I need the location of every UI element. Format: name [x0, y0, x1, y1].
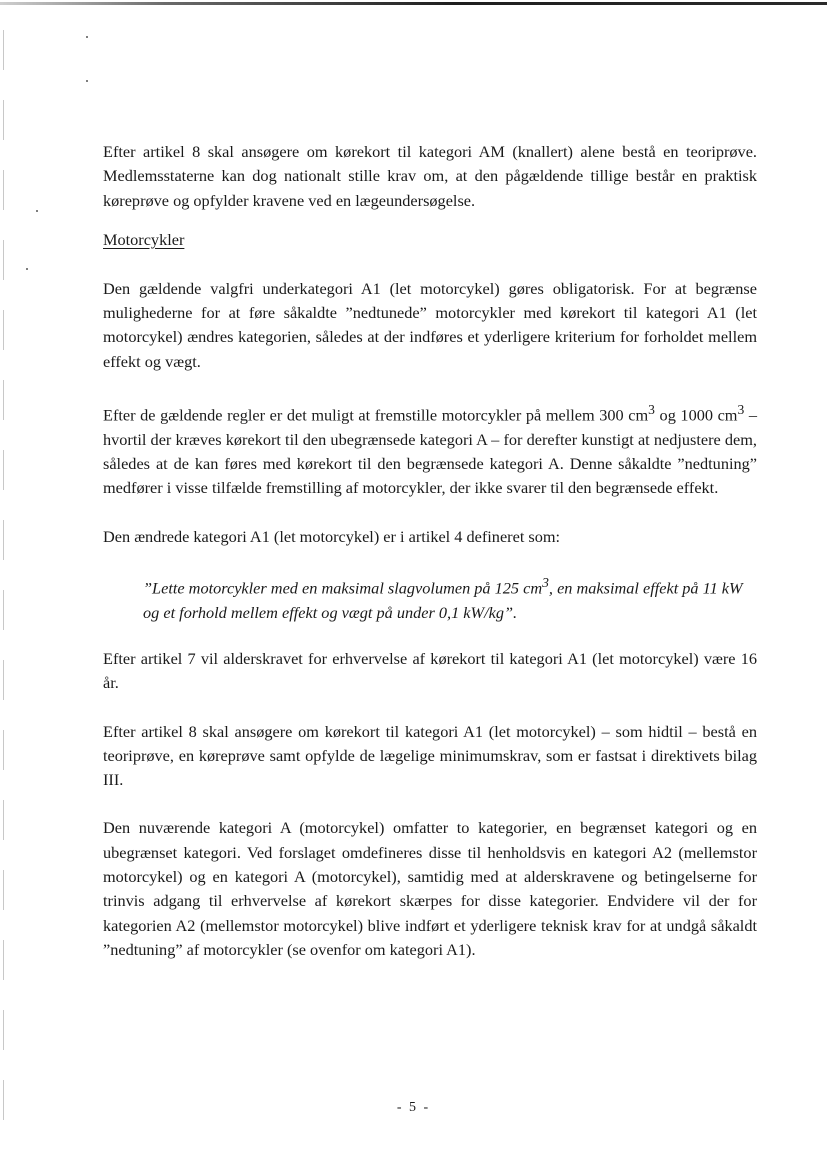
paragraph-a1-definition-intro: Den ændrede kategori A1 (let motorcykel) er i artikel 4 defineret som:	[103, 526, 561, 546]
scan-speck	[86, 36, 88, 38]
document-body	[103, 140, 757, 962]
text-segment: og 1000 cm	[654, 405, 738, 425]
superscript: 3	[648, 402, 655, 418]
section-heading-motorcycles: Motorcykler	[103, 229, 185, 249]
definition-quote	[143, 571, 757, 625]
page-number: - 5 -	[396, 1100, 431, 1115]
paragraph-a1-obligatory: Den gældende valgfri underkategori A1 (let motorcykel) gøres obligatorisk. For at begrænse mulighederne for at føre såkaldte ”nedtunede” motorcykler med kørekort til kategori A1 (let motorcykel) ændres kategorien, således at der indføres et yderligere kriterium for forholdet mellem effekt og vægt.	[103, 278, 757, 371]
scan-top-rule	[0, 2, 827, 5]
quote-segment: , en maksimal effekt på 11 kW og et forhold mellem effekt og vægt på under 0,1 kW/kg”.	[143, 578, 743, 622]
text-segment: – hvortil der kræves kørekort til den ubegrænsede kategori A – for derefter kunstigt at nedjustere dem, således at de kan føres med kørekort til den begrænsede kategori A. Denne såkaldte ”nedtuning” medfører i visse tilfælde fremstilling af motorcykler, der ikke svarer til den begrænsede effekt.	[103, 405, 757, 498]
scan-speck	[36, 210, 38, 212]
paragraph-category-a-redefinition: Den nuværende kategori A (motorcykel) omfatter to kategorier, en begrænset kategori og en ubegrænset kategori. Ved forslaget omdefineres disse til henholdsvis en kategori A2 (mellemstor motorcykel) og en kategori A (motorcykel), samtidig med at alderskravene og betingelserne for trinvis adgang til erhvervelse af kørekort skærpes for disse kategorier. Endvidere vil der for kategorien A2 (mellemstor motorcykel) blive indført et yderligere teknisk krav for at undgå såkaldt ”nedtuning” af motorcykler (se ovenfor om kategori A1).	[103, 818, 757, 959]
scan-speck	[86, 80, 88, 82]
paragraph-age-requirement: Efter artikel 7 vil alderskravet for erhvervelse af kørekort til kategori A1 (let motorcykel) være 16 år.	[103, 649, 757, 693]
paragraph-a1-tests: Efter artikel 8 skal ansøgere om kørekort til kategori A1 (let motorcykel) – som hidtil – bestå en teoriprøve, en køreprøve samt opfylde de lægelige minimumskrav, som er fastsat i direktivets bilag III.	[103, 721, 757, 790]
paragraph-current-rules	[103, 398, 757, 501]
quote-segment: ”Lette motorcykler med en maksimal slagvolumen på 125 cm	[143, 578, 543, 598]
paragraph-am-category: Efter artikel 8 skal ansøgere om kørekort til kategori AM (knallert) alene bestå en teoriprøve. Medlemsstaterne kan dog nationalt stille krav om, at den pågældende tillige består en praktisk køreprøve og opfylder kravene ved en lægeundersøgelse.	[103, 142, 757, 210]
superscript: 3	[542, 574, 549, 590]
superscript: 3	[737, 402, 745, 418]
scan-left-edge	[3, 30, 4, 1130]
scan-speck	[26, 268, 28, 270]
text-segment: Efter de gældende regler er det muligt at fremstille motorcykler på mellem 300 cm	[103, 405, 649, 425]
